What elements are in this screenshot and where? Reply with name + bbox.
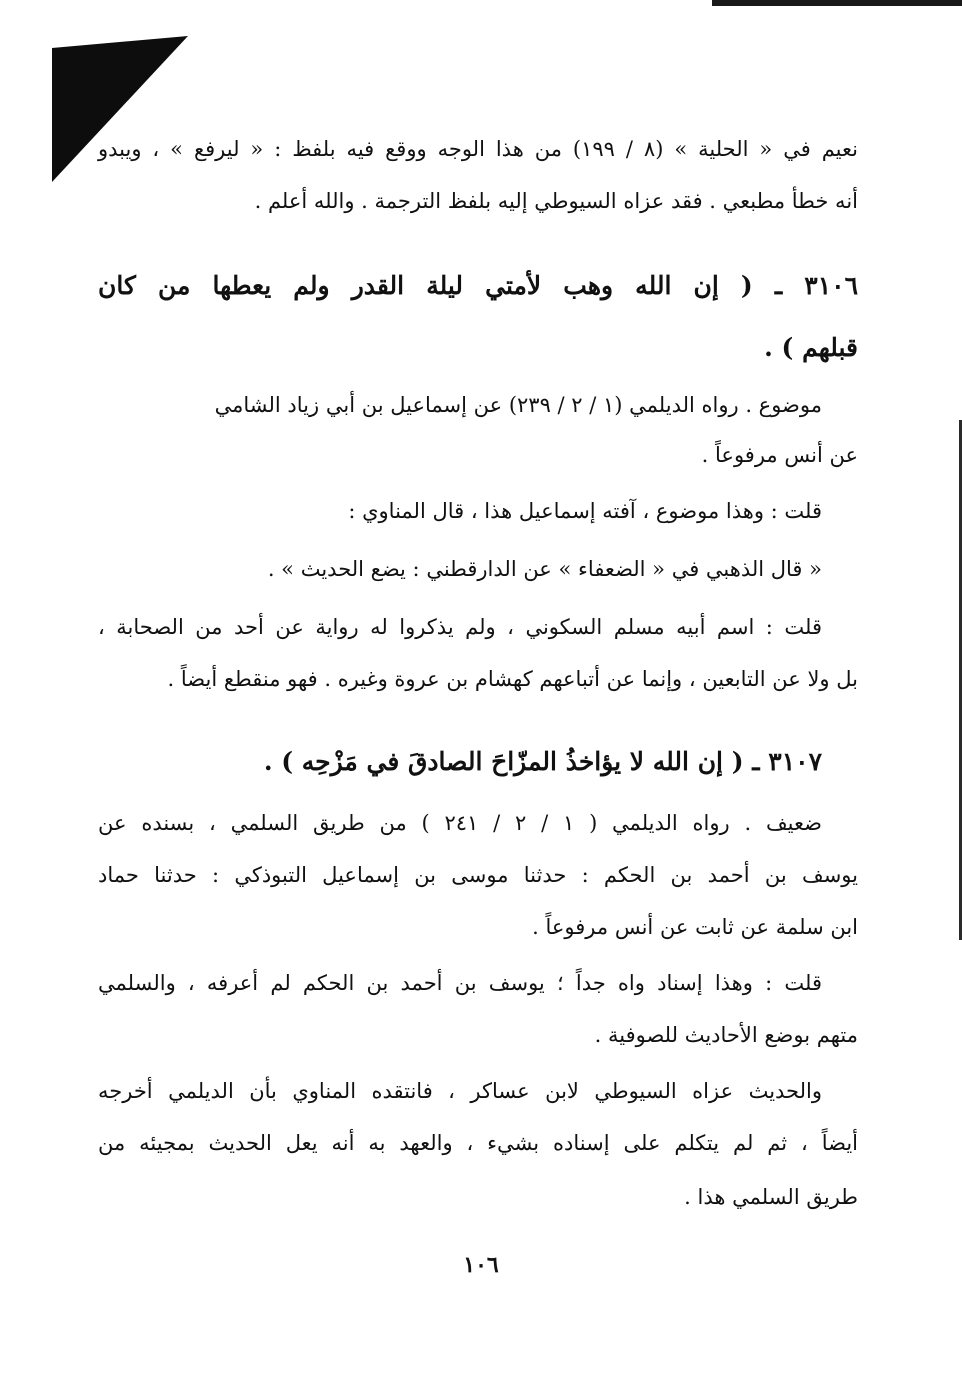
text-line-17: والحديث عزاه السيوطي لابن عساكر ، فانتقده المناوي بأن الديلمي أخرجه: [98, 1079, 822, 1103]
hadith-3106-title: ٣١٠٦ ـ ( إن الله وهب لأمتي ليلة القدر ولم يعطها من كان: [98, 271, 858, 300]
text-line-1: نعيم في « الحلية » (٨ / ١٩٩) من هذا الوجه ووقع فيه بلفظ : « ليرفع » ، ويبدو: [98, 137, 858, 161]
page-number: ١٠٦: [463, 1252, 499, 1278]
text-line-16: متهم بوضع الأحاديث للصوفية .: [594, 1023, 858, 1047]
text-line-8: « قال الذهبي في « الضعفاء » عن الدارقطني : يضع الحديث » .: [267, 557, 822, 581]
text-line-18: أيضاً ، ثم لم يتكلم على إسناده بشيء ، والعهد به أنه يعل الحديث بمجيئه من: [98, 1131, 858, 1155]
scan-top-edge: [712, 0, 962, 6]
text-line-19: طريق السلمي هذا .: [684, 1185, 858, 1209]
hadith-3107-title: ٣١٠٧ ـ ( إن الله لا يؤاخذُ المزّاحَ الصادقَ في مَزْحِه ) .: [263, 747, 822, 776]
text-line-5: موضوع . رواه الديلمي (١ / ٢ / ٢٣٩) عن إسماعيل بن أبي زياد الشامي: [214, 393, 822, 417]
text-line-15: قلت : وهذا إسناد واه جداً ؛ يوسف بن أحمد بن الحكم لم أعرفه ، والسلمي: [98, 971, 822, 995]
text-line-14: ابن سلمة عن ثابت عن أنس مرفوعاً .: [532, 915, 858, 939]
text-line-7: قلت : وهذا موضوع ، آفته إسماعيل هذا ، قال المناوي :: [348, 499, 822, 523]
text-line-13: يوسف بن أحمد بن الحكم : حدثنا موسى بن إسماعيل التبوذكي : حدثنا حماد: [98, 863, 859, 887]
text-line-12: ضعيف . رواه الديلمي ( ١ / ٢ / ٢٤١ ) من طريق السلمي ، بسنده عن: [98, 811, 822, 835]
text-line-9: قلت : اسم أبيه مسلم السكوني ، ولم يذكروا له رواية عن أحد من الصحابة ،: [98, 615, 822, 639]
hadith-3106-title-cont: قبلهم ) .: [764, 333, 858, 362]
text-line-10: بل ولا عن التابعين ، وإنما عن أتباعهم كهشام بن عروة وغيره . فهو منقطع أيضاً .: [167, 667, 858, 691]
text-line-6: عن أنس مرفوعاً .: [701, 443, 858, 467]
text-line-2: أنه خطأ مطبعي . فقد عزاه السيوطي إليه بلفظ الترجمة . والله أعلم .: [254, 189, 858, 213]
